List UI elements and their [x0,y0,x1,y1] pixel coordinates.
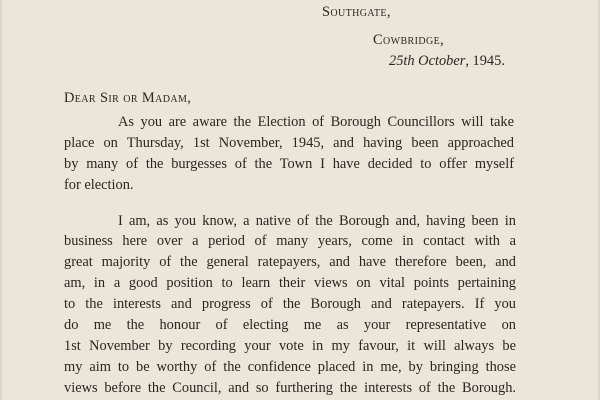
paragraph2-line: to the interests and progress of the Borough and ratepayers. If you [64,296,516,312]
paragraph2-line: my aim to be worthy of the confidence placed in me, by bringing those [64,359,516,375]
paragraph2-line: I am, as you know, a native of the Borough and, having been in [118,213,516,229]
address-street: Southgate, [322,4,391,20]
paragraph2-line: views before the Council, and so furthering the interests of the Borough. [64,380,516,396]
letter-date [389,52,505,70]
paragraph1-line: place on Thursday, 1st November, 1945, and having been approached [64,135,514,151]
date-day: 25th October [389,53,466,69]
page-edge-left [0,0,3,400]
paragraph1-line: for election. [64,177,134,193]
paragraph1-line: As you are aware the Election of Borough Councillors will take [118,114,514,130]
paragraph2-line: do me the honour of electing me as your representative on [64,317,516,333]
paragraph2-line: great majority of the general ratepayers, and have therefore been, and [64,254,516,270]
paragraph2-line: 1st November by recording your vote in my favour, it will always be [64,338,516,354]
paragraph1-line: by many of the burgesses of the Town I have decided to offer myself [64,156,514,172]
address-town: Cowbridge, [373,32,445,48]
paragraph2-line: am, in a good position to learn their views on vital points pertaining [64,275,516,291]
salutation: Dear Sir or Madam, [64,90,192,106]
paragraph2-line: business here over a period of many years, come in contact with a [64,233,516,249]
date-year: , 1945. [465,53,505,69]
